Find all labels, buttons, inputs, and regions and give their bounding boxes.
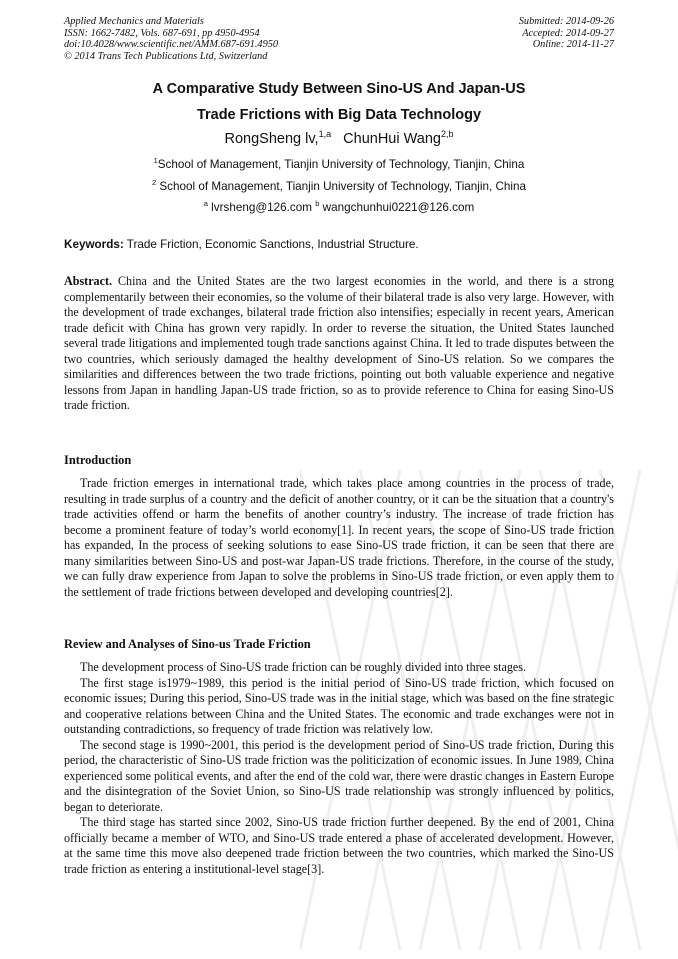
copyright-line: © 2014 Trans Tech Publications Ltd, Switzerland bbox=[64, 50, 268, 62]
author-1: RongSheng lv, bbox=[224, 130, 319, 147]
section-heading-introduction: Introduction bbox=[64, 453, 132, 467]
author-list bbox=[64, 129, 614, 147]
review-paragraph-2: The first stage is1979~1989, this period is the initial period of Sino-US trade friction, which focused on economic issues; During this period, Sino-US trade was in the initial stage, which was based on the fine strategic and cooperative relations between China and the United States. The economic and trade exchanges were not in outstanding contradictions, so frequency of trade friction was relatively low. bbox=[64, 675, 614, 736]
author-emails bbox=[64, 199, 614, 214]
journal-info bbox=[64, 16, 278, 62]
paper-title-line-2: Trade Frictions with Big Data Technology bbox=[196, 107, 482, 123]
affiliation-2 bbox=[64, 178, 614, 193]
affiliation-1 bbox=[64, 156, 614, 171]
author-1-affiliation: 1,a bbox=[318, 129, 332, 139]
affiliation-1-text: School of Management, Tianjin University of Technology, Tianjin, China bbox=[157, 157, 525, 171]
author-2-affiliation: 2,b bbox=[440, 129, 454, 139]
section-heading-review: Review and Analyses of Sino-us Trade Friction bbox=[64, 637, 311, 651]
journal-name: Applied Mechanics and Materials bbox=[64, 16, 204, 27]
review-paragraph-1: The development process of Sino-US trade friction can be roughly divided into three stages. bbox=[80, 660, 527, 674]
doi-line[interactable]: doi:10.4028/www.scientific.net/AMM.687-691.4950 bbox=[64, 39, 279, 50]
accepted-date: Accepted: 2014-09-27 bbox=[522, 27, 614, 39]
author-2: ChunHui Wang bbox=[343, 130, 441, 147]
abstract bbox=[64, 274, 614, 414]
review-body bbox=[64, 660, 614, 877]
email-b-marker: b bbox=[315, 199, 320, 208]
email-a-marker: a bbox=[203, 199, 208, 208]
affiliation-2-text: School of Management, Tianjin University of Technology, Tianjin, China bbox=[156, 179, 527, 193]
paper-title-line-1: A Comparative Study Between Sino-US And Japan-US bbox=[152, 81, 526, 97]
affiliation-2-marker: 2 bbox=[151, 178, 157, 187]
email-a[interactable]: lvrsheng@126.com bbox=[207, 200, 316, 214]
submission-dates bbox=[519, 16, 614, 51]
review-paragraph-4: The third stage has started since 2002, Sino-US trade friction further deepened. By the end of 2001, China officially became a member of WTO, and Sino-US trade entered a phase of accelerated development. However, at the same time this move also deepened trade friction between the two countries, which marked the Sino-US trade friction as entering a institutional-level stage[3]. bbox=[64, 815, 614, 876]
affiliation-1-marker: 1 bbox=[153, 156, 158, 165]
submitted-date: Submitted: 2014-09-26 bbox=[518, 16, 614, 27]
abstract-text: China and the United States are the two largest economies in the world, and there is a strong complementarily between their economies, so the volume of their bilateral trade is also very large. However, with the development of trade exchanges, bilateral trade friction also intensifies; especially in recent years, American trade deficit with China has grown very rapidly. In order to reverse the situation, the United States launched several trade litigations and implemented tough trade sanctions against China. It led to trade disputes between the two countries, which seriously damaged the healthy development of Sino-US relation. So we compares the similarities and differences between the two trade frictions, pointing out both valuable experience and negative lessons from Japan in handling Japan-US trade friction, so as to provide reference to China for easing Sino-US trade friction. bbox=[64, 274, 614, 412]
introduction-paragraph: Trade friction emerges in international trade, which takes place among countries in the process of trade, resulting in trade surplus of a country and the deficit of another country, or it can be the situation that a country's trade activities offend or harm the benefits of another country’s industry. The increase of trade friction has become a prominent feature of today’s world economy[1]. In recent years, the scope of Sino-US trade friction has expanded, In the process of seeking solutions to ease Sino-US trade friction, it can be seen that there are many similarities between Sino-US and post-war Japan-US trade frictions. Therefore, in the course of the study, we can fully draw experience from Japan to solve the problems in Sino-US trade friction, or even apply them to the settlement of trade frictions between developed and developing countries[2]. bbox=[64, 476, 614, 599]
introduction-body bbox=[64, 476, 614, 600]
issn-line: ISSN: 1662-7482, Vols. 687-691, pp 4950-4954 bbox=[64, 27, 260, 39]
email-b[interactable]: wangchunhui0221@126.com bbox=[319, 200, 475, 214]
abstract-label: Abstract. bbox=[64, 274, 113, 288]
keywords-label: Keywords: bbox=[64, 238, 124, 251]
keywords bbox=[64, 238, 614, 251]
keywords-text: Trade Friction, Economic Sanctions, Industrial Structure. bbox=[123, 238, 419, 251]
online-date: Online: 2014-11-27 bbox=[532, 39, 614, 50]
review-paragraph-3: The second stage is 1990~2001, this period is the development period of Sino-US trade friction, During this period, the characteristic of Sino-US trade friction was the politicization of economic issues. In June 1989, China experienced some political events, and after the end of the cold war, there were drastic changes in Eastern Europe and the disintegration of the Soviet Union, so Sino-US trade relationship was strongly influenced by politics, began to deteriorate. bbox=[64, 737, 614, 814]
